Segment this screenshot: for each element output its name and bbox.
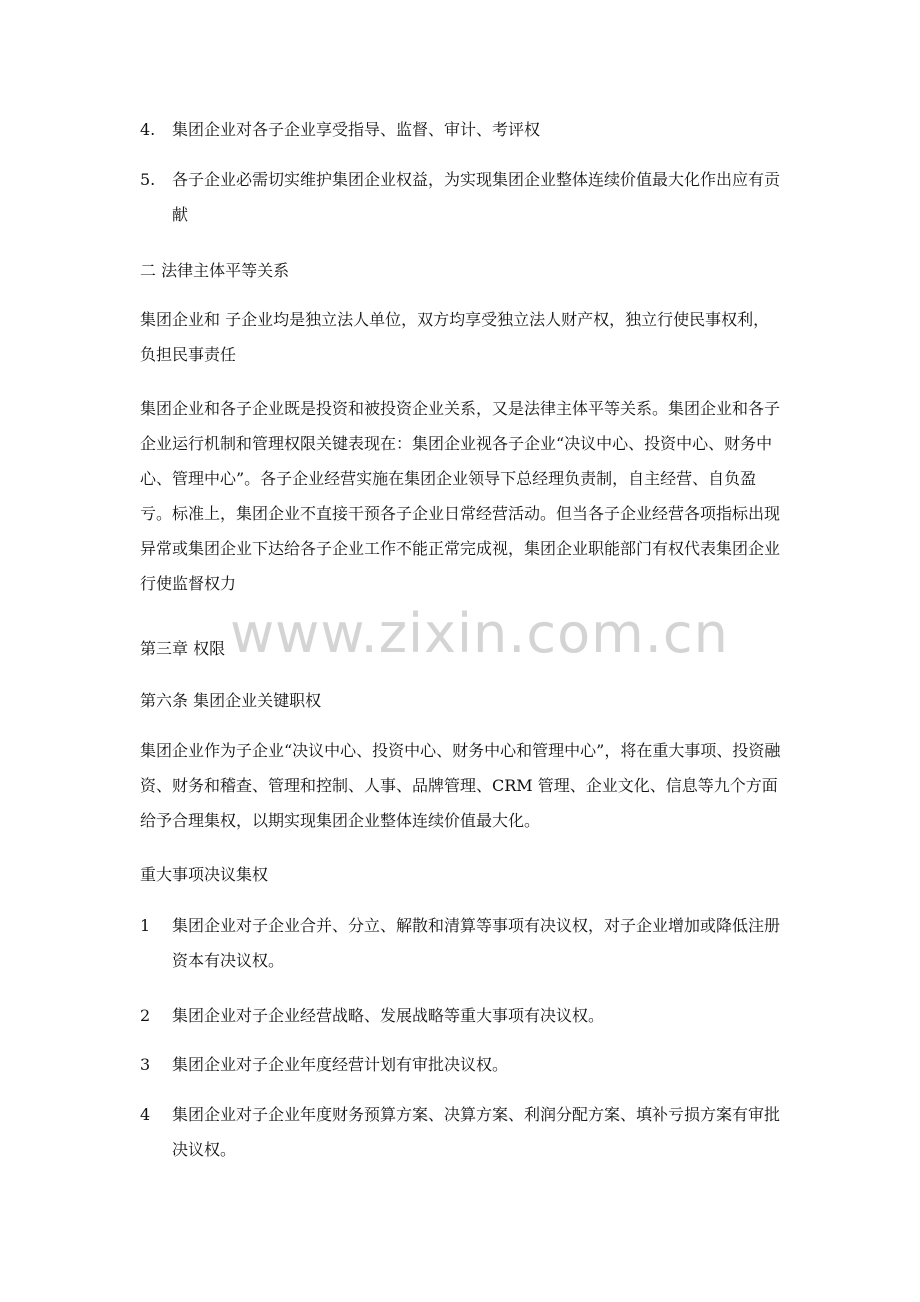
list-item-number: 3	[140, 1055, 151, 1074]
list-item-text: 各子企业必需切实维护集团企业权益，为实现集团企业整体连续价值最大化作出应有贡献	[172, 170, 781, 224]
list-item-text: 集团企业对子企业年度财务预算方案、决算方案、利润分配方案、填补亏损方案有审批决议权。	[172, 1105, 781, 1159]
paragraph: 集团企业和 子企业均是独立法人单位，双方均享受独立法人财产权，独立行使民事权利，负担民事责任	[140, 310, 770, 364]
list-item-number: 5.	[140, 170, 156, 189]
section-heading: 二 法律主体平等关系	[140, 261, 290, 280]
list-item-text: 集团企业对子企业经营战略、发展战略等重大事项有决议权。	[172, 1006, 605, 1025]
list-item-number: 1	[140, 916, 151, 935]
list-item-number: 4.	[140, 120, 156, 139]
list-item-text: 集团企业对子企业合并、分立、解散和清算等事项有决议权，对子企业增加或降低注册资本有决议权。	[172, 916, 781, 970]
chapter-heading: 第三章 权限	[140, 639, 226, 658]
list-item-number: 4	[140, 1105, 151, 1124]
article-heading: 第六条 集团企业关键职权	[140, 691, 322, 710]
watermark: www.zixin.com.cn	[230, 602, 729, 665]
list-item-number: 2	[140, 1006, 151, 1025]
paragraph: 集团企业和各子企业既是投资和被投资企业关系，又是法律主体平等关系。集团企业和各子企业运行机制和管理权限关键表现在：集团企业视各子企业“决议中心、投资中心、财务中心、管理中心”。各子企业经营实施在集团企业领导下总经理负责制，自主经营、自负盈亏。标准上，集团企业不直接干预各子企业日常经营活动。但当各子企业经营各项指标出现异常或集团企业下达给各子企业工作不能正常完成视，集团企业职能部门有权代表集团企业行使监督权力	[140, 399, 781, 593]
section-heading: 重大事项决议集权	[140, 865, 269, 884]
list-item-text: 集团企业对子企业年度经营计划有审批决议权。	[172, 1055, 509, 1074]
list-item-text: 集团企业对各子企业享受指导、监督、审计、考评权	[172, 120, 541, 139]
paragraph: 集团企业作为子企业“决议中心、投资中心、财务中心和管理中心”，将在重大事项、投资融资、财务和稽查、管理和控制、人事、品牌管理、CRM 管理、企业文化、信息等九个方面给予合理集权，以期实现集团企业整体连续价值最大化。	[140, 741, 781, 830]
